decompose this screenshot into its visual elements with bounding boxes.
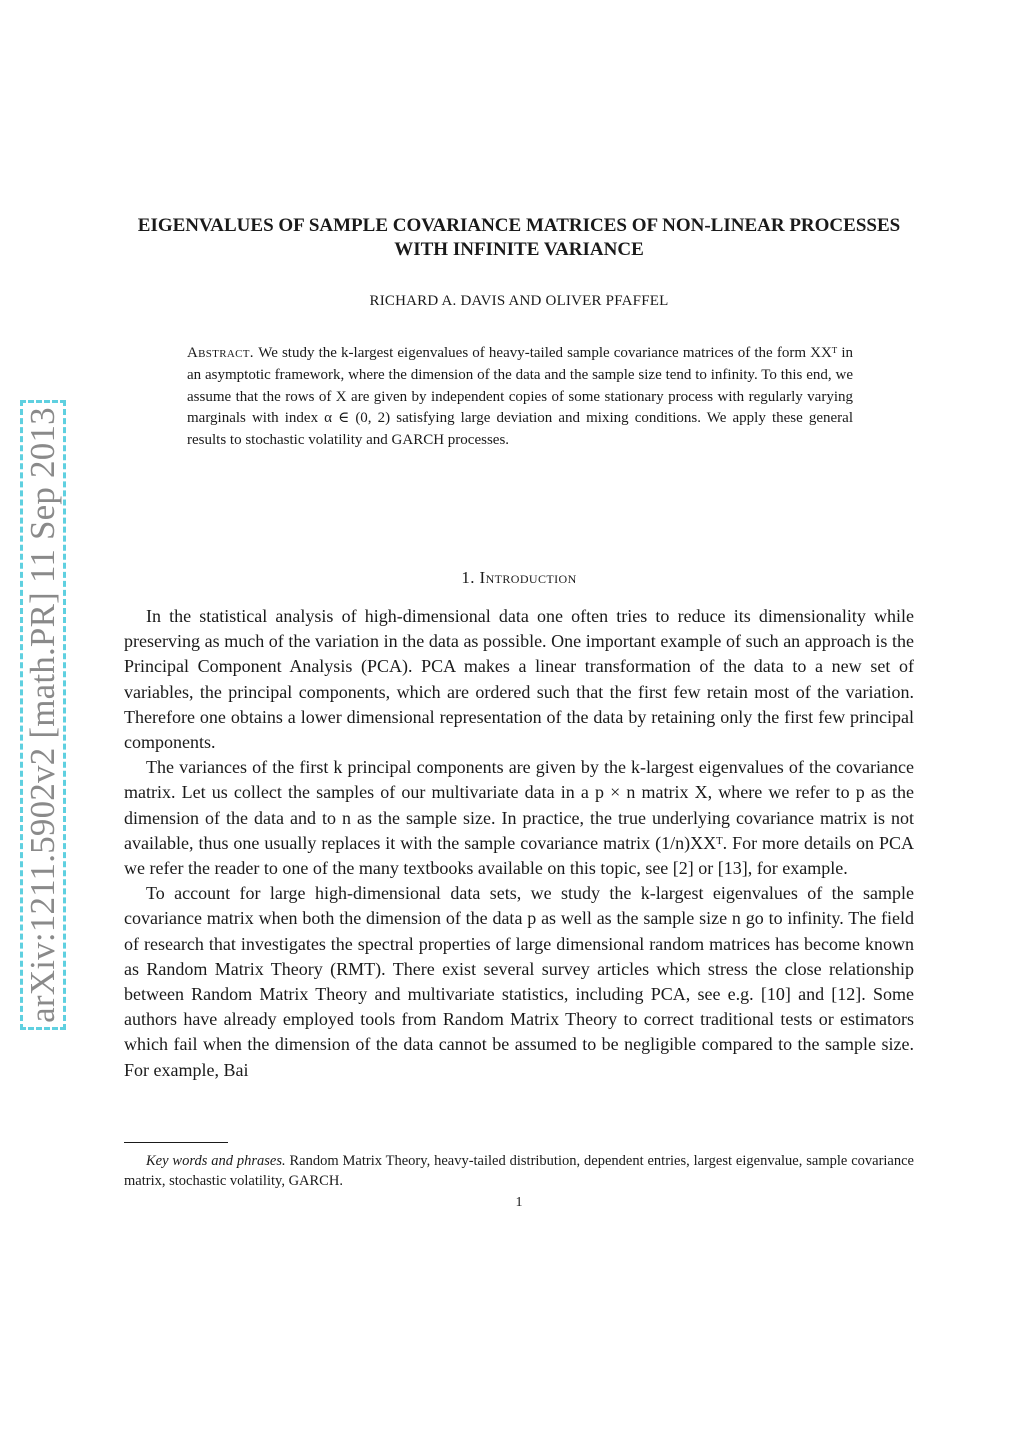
footnote-label: Key words and phrases. bbox=[146, 1153, 286, 1169]
abstract-text: We study the k-largest eigenvalues of heavy-tailed sample covariance matrices of the form XXᵀ in an asymptotic framework, where the dimension of the data and the sample size tend to infinity. To this end, we assume that the rows of X are given by independent copies of some stationary process with regularly varying marginals with index α ∈ (0, 2) satisfying large deviation and mixing conditions. We apply these general results to stochastic volatility and GARCH processes. bbox=[187, 345, 853, 449]
abstract-label: Abstract . bbox=[187, 345, 258, 361]
footnote-rule bbox=[124, 1142, 228, 1143]
paper-title: EIGENVALUES OF SAMPLE COVARIANCE MATRICES OF NON-LINEAR PROCESSES WITH INFINITE VARIANCE bbox=[137, 215, 901, 260]
paragraph-2: The variances of the first k principal components are given by the k-largest eigenvalues of the covariance matrix. Let us collect the samples of our multivariate data in a p × n matrix X, where we refer to p as the dimension of the data and to n as the sample size. In practice, the true underlying covariance matrix is not available, thus one usually replaces it with the sample covariance matrix (1/n)XXᵀ. For more details on PCA we refer the reader to one of the many textbooks available on this topic, see [2] or [13], for example. bbox=[124, 757, 914, 879]
section-body bbox=[124, 604, 914, 1083]
abstract bbox=[187, 343, 853, 452]
footnote bbox=[124, 1151, 914, 1191]
paper-authors: RICHARD A. DAVIS AND OLIVER PFAFFEL bbox=[369, 293, 669, 309]
arxiv-identifier: arXiv:1211.5902v2 [math.PR] 11 Sep 2013 bbox=[23, 407, 62, 1023]
section-heading: 1. Introduction bbox=[461, 568, 577, 587]
paragraph-1: In the statistical analysis of high-dimensional data one often tries to reduce its dimensionality while preserving as much of the variation in the data as possible. One important example of such an approach is the Principal Component Analysis (PCA). PCA makes a linear transformation of the data to a new set of variables, the principal components, which are ordered such that the first few retain most of the variation. Therefore one obtains a lower dimensional representation of the data by retaining only the first few principal components. bbox=[124, 606, 914, 753]
arxiv-side-stamp bbox=[20, 400, 66, 1030]
paragraph-3: To account for large high-dimensional data sets, we study the k-largest eigenvalues of the sample covariance matrix when both the dimension of the data p as well as the sample size n go to infinity. The field of research that investigates the spectral properties of large dimensional random matrices has become known as Random Matrix Theory (RMT). There exist several survey articles which stress the close relationship between Random Matrix Theory and multivariate statistics, including PCA, see e.g. [10] and [12]. Some authors have already employed tools from Random Matrix Theory to correct traditional tests or estimators which fail when the dimension of the data cannot be assumed to be negligible compared to the sample size. For example, Bai bbox=[124, 883, 914, 1080]
footnote-text: Random Matrix Theory, heavy-tailed distribution, dependent entries, largest eigenvalue, sample covariance matrix, stochastic volatility, GARCH. bbox=[124, 1153, 914, 1189]
page-number: 1 bbox=[515, 1195, 523, 1210]
